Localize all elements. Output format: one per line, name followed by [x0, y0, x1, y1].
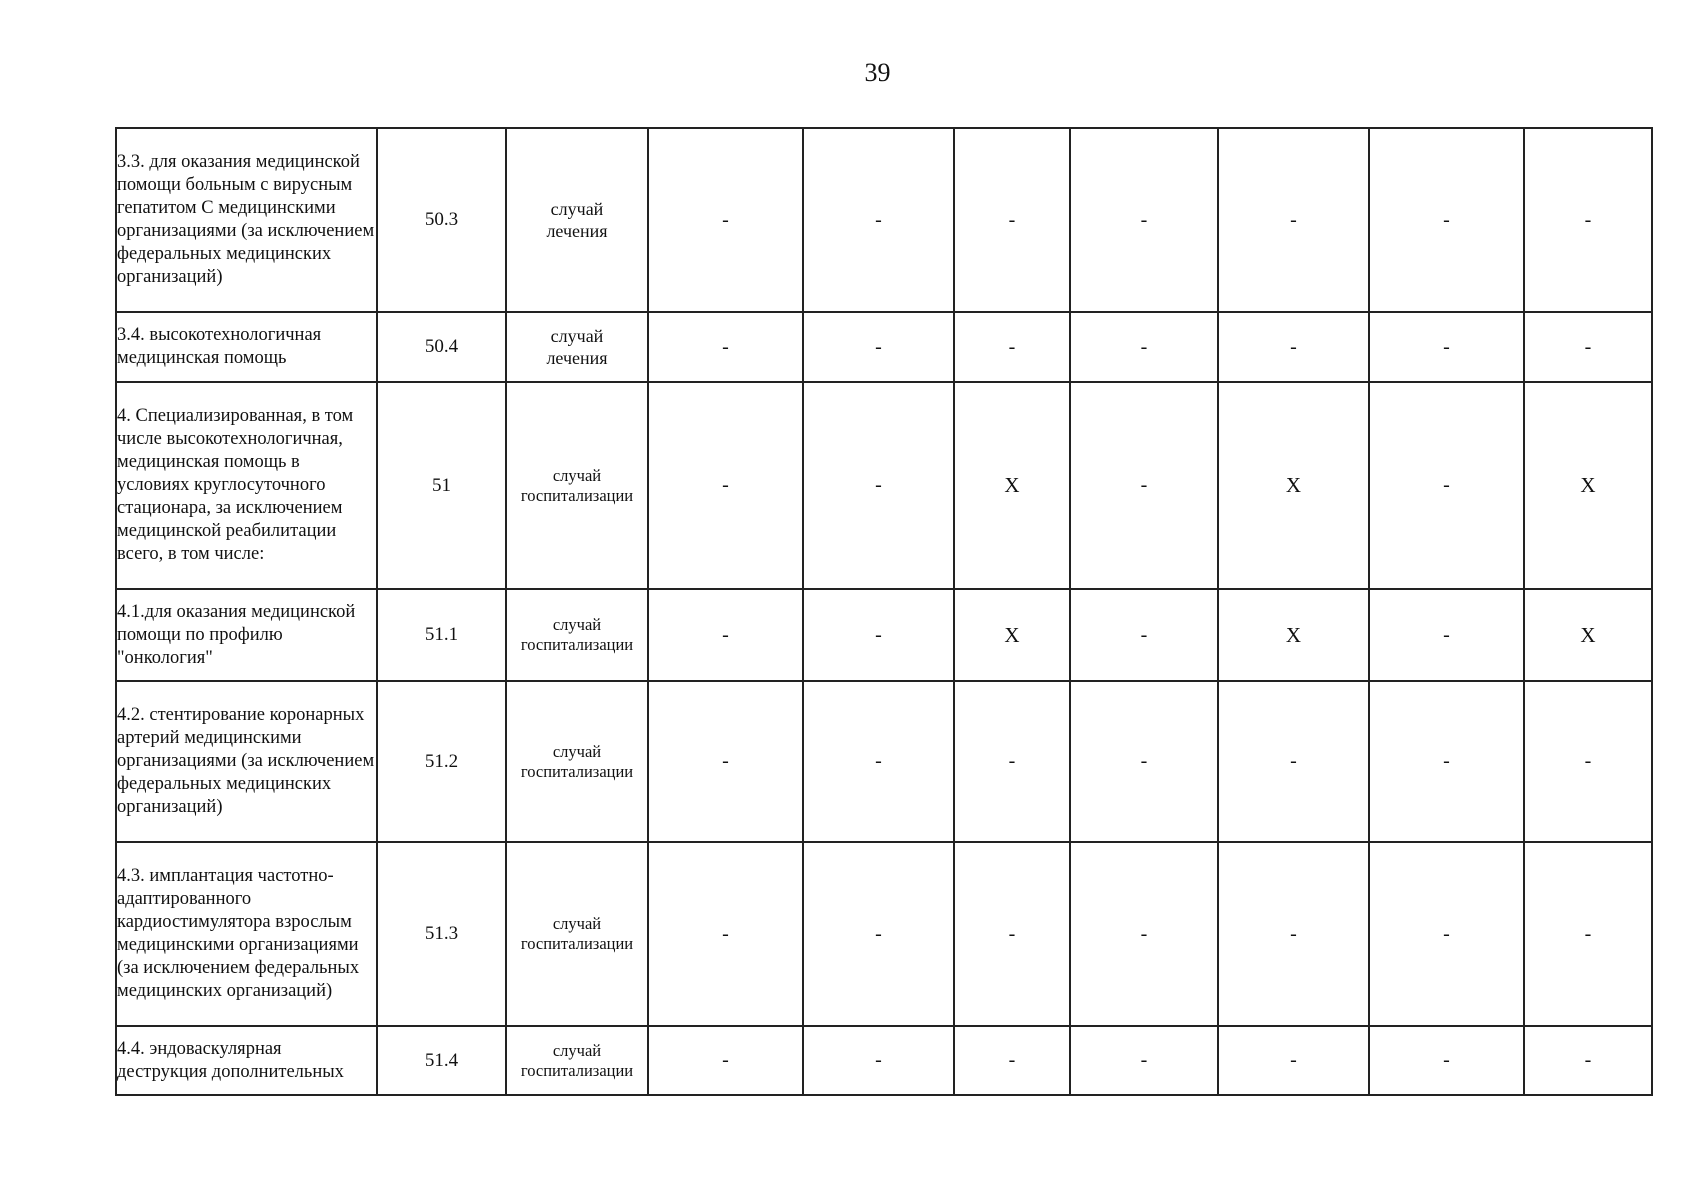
value-cell: -	[1369, 1026, 1524, 1095]
value-cell: -	[1070, 312, 1218, 382]
value-cell: -	[803, 128, 954, 312]
row-name: 3.3. для оказания медицинской помощи больным с вирусным гепатитом С медицинскими организациями (за исключением федеральных медицинских организаций)	[116, 128, 377, 312]
value-cell: -	[803, 589, 954, 681]
value-cell: -	[648, 681, 803, 842]
unit-line-2: госпитализации	[520, 934, 634, 953]
data-table	[115, 127, 1653, 1096]
row-unit	[506, 1026, 648, 1095]
value-cell: -	[1524, 681, 1652, 842]
row-unit	[506, 681, 648, 842]
value-cell: -	[803, 842, 954, 1026]
row-unit	[506, 382, 648, 589]
value-cell: X	[1218, 382, 1369, 589]
value-cell: -	[803, 382, 954, 589]
row-unit	[506, 589, 648, 681]
value-cell: X	[1524, 382, 1652, 589]
table-row	[116, 842, 1652, 1026]
value-cell: -	[1218, 312, 1369, 382]
row-name: 4.2. стентирование коронарных артерий медицинскими организациями (за исключением федеральных медицинских организаций)	[116, 681, 377, 842]
value-cell: -	[1218, 128, 1369, 312]
value-cell: -	[1369, 842, 1524, 1026]
value-cell: -	[1070, 128, 1218, 312]
value-cell: -	[1218, 842, 1369, 1026]
row-code: 51.1	[377, 589, 506, 681]
value-cell: -	[1524, 128, 1652, 312]
value-cell: -	[803, 681, 954, 842]
value-cell: X	[954, 589, 1070, 681]
row-code: 51.3	[377, 842, 506, 1026]
value-cell: X	[1524, 589, 1652, 681]
row-code: 51	[377, 382, 506, 589]
unit-line-1: случай	[552, 615, 602, 634]
value-cell: -	[803, 312, 954, 382]
value-cell: -	[1070, 589, 1218, 681]
table-row	[116, 382, 1652, 589]
row-code: 50.3	[377, 128, 506, 312]
value-cell: -	[648, 128, 803, 312]
row-unit	[506, 842, 648, 1026]
value-cell: -	[1369, 681, 1524, 842]
unit-line-1: случай	[550, 326, 604, 346]
value-cell: -	[648, 1026, 803, 1095]
unit-line-1: случай	[552, 914, 602, 933]
row-name: 3.4. высокотехнологичная медицинская помощь	[116, 312, 377, 382]
value-cell: -	[954, 842, 1070, 1026]
page-number: 39	[864, 58, 891, 87]
unit-line-1: случай	[552, 1040, 602, 1060]
unit-line-2: госпитализации	[520, 1060, 634, 1080]
value-cell: -	[1070, 681, 1218, 842]
value-cell: -	[1524, 312, 1652, 382]
value-cell: -	[1369, 382, 1524, 589]
value-cell: -	[1070, 382, 1218, 589]
row-code: 51.4	[377, 1026, 506, 1095]
value-cell: -	[1524, 842, 1652, 1026]
row-name: 4. Специализированная, в том числе высокотехнологичная, медицинская помощь в условиях круглосуточного стационара, за исключением медицинской реабилитации всего, в том числе:	[116, 382, 377, 589]
value-cell: -	[803, 1026, 954, 1095]
value-cell: -	[1369, 128, 1524, 312]
value-cell: -	[1369, 589, 1524, 681]
unit-line-2: госпитализации	[520, 635, 634, 654]
unit-line-2: госпитализации	[520, 761, 634, 781]
row-code: 51.2	[377, 681, 506, 842]
value-cell: -	[648, 842, 803, 1026]
value-cell: -	[648, 312, 803, 382]
value-cell: -	[1070, 842, 1218, 1026]
unit-line-1: случай	[552, 465, 602, 485]
row-code: 50.4	[377, 312, 506, 382]
value-cell: -	[1070, 1026, 1218, 1095]
unit-line-2: лечения	[546, 221, 608, 241]
value-cell: -	[1524, 1026, 1652, 1095]
value-cell: -	[1369, 312, 1524, 382]
value-cell: -	[648, 589, 803, 681]
row-name: 4.3. имплантация частотно-адаптированного кардиостимулятора взрослым медицинскими организациями (за исключением федеральных медицинских организаций)	[116, 842, 377, 1026]
value-cell: -	[954, 128, 1070, 312]
table-row	[116, 589, 1652, 681]
table-row	[116, 128, 1652, 312]
table-body	[116, 128, 1652, 1095]
row-name: 4.1.для оказания медицинской помощи по профилю "онкология"	[116, 589, 377, 681]
row-unit	[506, 128, 648, 312]
unit-line-2: госпитализации	[520, 485, 634, 505]
value-cell: X	[954, 382, 1070, 589]
unit-line-1: случай	[550, 199, 604, 219]
table-row	[116, 681, 1652, 842]
value-cell: -	[954, 1026, 1070, 1095]
value-cell: -	[954, 312, 1070, 382]
value-cell: -	[1218, 1026, 1369, 1095]
row-unit	[506, 312, 648, 382]
value-cell: -	[648, 382, 803, 589]
unit-line-2: лечения	[546, 348, 608, 368]
table-row	[116, 1026, 1652, 1095]
value-cell: X	[1218, 589, 1369, 681]
row-name: 4.4. эндоваскулярная деструкция дополнительных	[116, 1026, 377, 1095]
value-cell: -	[954, 681, 1070, 842]
value-cell: -	[1218, 681, 1369, 842]
table-row	[116, 312, 1652, 382]
unit-line-1: случай	[552, 741, 602, 761]
